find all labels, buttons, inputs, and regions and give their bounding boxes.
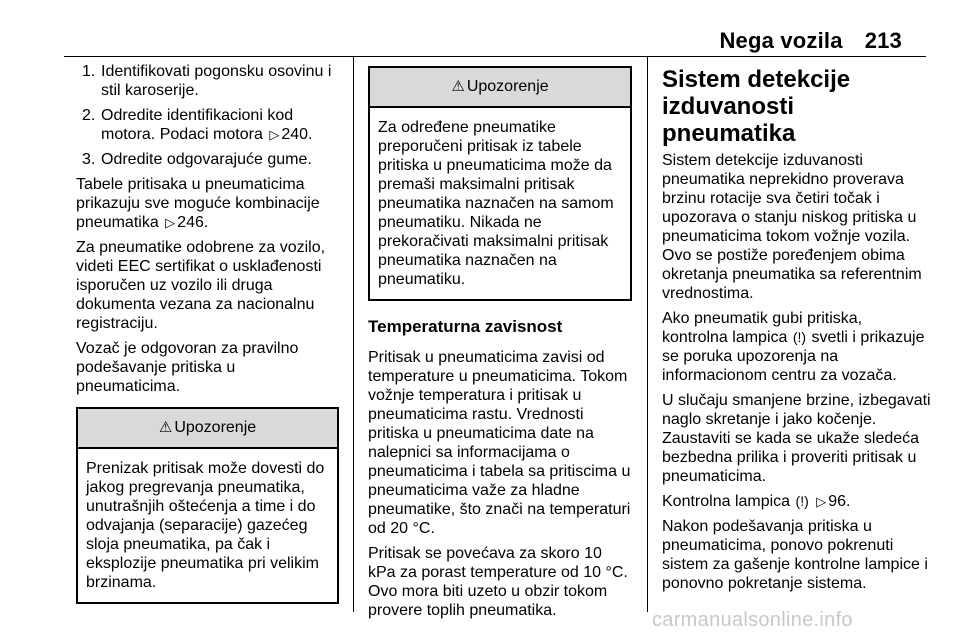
- section-title: Nega vozila: [719, 28, 843, 53]
- paragraph: Sistem detekcije izduvanosti pneumatika neprekidno proverava brzinu rotacije sva četiri točak i upozorava o stanju niskog pritiska u pneumaticima tokom vožnje vozila. Ovo se postiže poređenjem obima okretanja pneumatika sa referentnim vrednostima.: [662, 152, 922, 302]
- watermark: carmanualsonline.info: [652, 609, 853, 631]
- section-heading: Sistem detekcije izduvanosti pneumatika: [662, 66, 851, 147]
- column-divider-2: [647, 57, 648, 612]
- column-1: [76, 62, 339, 604]
- tire-pressure-lamp-icon: (!): [795, 493, 809, 509]
- tire-pressure-lamp-icon: (!): [792, 329, 807, 345]
- warning-triangle-icon: ⚠: [158, 419, 173, 436]
- warning-triangle-icon: ⚠: [451, 78, 465, 95]
- warning-title: ⚠ Upozorenje: [78, 409, 337, 449]
- column-3: [662, 66, 932, 599]
- page-reference[interactable]: 240.: [281, 126, 313, 143]
- paragraph: Pritisak u pneumaticima zavisi od temperature u pneumaticima. Tokom vožnje temperatura i pritisak u pneumaticima rastu. Vrednosti pritiska u pneumaticima date na nalepnici sa informacijama o pneumaticima i tabela sa pritiscima u pneumaticima važe za hladne pneumatike, što znači na temperaturi od 20 °C.: [368, 349, 631, 537]
- page-reference-arrow-icon: ▷: [165, 215, 176, 230]
- step-item: 1. Identifikovati pogonsku osovinu i stil karoserije.: [82, 63, 332, 99]
- column-divider-1: [353, 57, 354, 612]
- page-reference-arrow-icon: ▷: [816, 494, 827, 509]
- paragraph: Kontrolna lampica (!) ▷ 96.: [662, 493, 851, 510]
- page-reference[interactable]: 246.: [177, 214, 209, 231]
- warning-title: ⚠ Upozorenje: [370, 68, 630, 108]
- paragraph: Za pneumatike odobrene za vozilo, videti EEC sertifikat o usklađenosti isporučen uz vozilo ili druga dokumenta vezana za nacionalnu registraciju.: [76, 239, 326, 332]
- paragraph: U slučaju smanjene brzine, izbegavati naglo skretanje i jako kočenje. Zaustaviti se kada se ukaže sledeća bezbedna prilika i proveriti pritisak u pneumaticima.: [662, 392, 931, 485]
- paragraph: Nakon podešavanja pritiska u pneumaticima, ponovo pokrenuti sistem za gašenje kontrolne lampice i ponovno pokretanje sistema.: [662, 518, 928, 592]
- procedure-steps: [76, 62, 339, 169]
- paragraph: Vozač je odgovoran za pravilno podešavanje pritiska u pneumaticima.: [76, 340, 299, 395]
- warning-text: Za određene pneumatike preporučeni pritisak iz tabele pritiska u pneumaticima može da premaši maksimalni pritisak pneumatika naznačen na samom pneumatiku. Nikada ne prekoračivati maksimalni pritisak pneumatika naznačen na pneumatiku.: [378, 119, 614, 288]
- page-header: [719, 28, 902, 54]
- paragraph: Ako pneumatik gubi pritiska, kontrolna lampica (!) svetli i prikazuje se poruka upozorenja na informacionom centru za vozača.: [662, 310, 925, 384]
- header-divider: [64, 56, 926, 57]
- paragraph: Pritisak se povećava za skoro 10 kPa za porast temperature od 10 °C. Ovo mora biti uzeto u obzir tokom provere toplih pneumatika.: [368, 545, 628, 619]
- column-2: [368, 62, 632, 626]
- warning-box: [368, 66, 632, 301]
- page-reference-arrow-icon: ▷: [269, 127, 280, 142]
- warning-box: [76, 407, 339, 604]
- page-number: 213: [864, 28, 902, 53]
- section-heading: Temperaturna zavisnost: [368, 317, 563, 336]
- warning-text: Prenizak pritisak može dovesti do jakog pregrevanja pneumatika, unutrašnjih oštećenja a time i do odvajanja (separacije) gazećeg sloja pneumatika, pa čak i eksplozije pneumatika pri velikim brzinama.: [86, 460, 325, 591]
- page-reference[interactable]: 96.: [828, 493, 851, 510]
- step-item: 3. Odredite odgovarajuće gume.: [82, 151, 312, 168]
- paragraph: Tabele pritisaka u pneumaticima prikazuju sve moguće kombinacije pneumatika ▷ 246.: [76, 176, 320, 231]
- step-item: 2. Odredite identifikacioni kod motora. Podaci motora ▷ 240.: [82, 107, 313, 143]
